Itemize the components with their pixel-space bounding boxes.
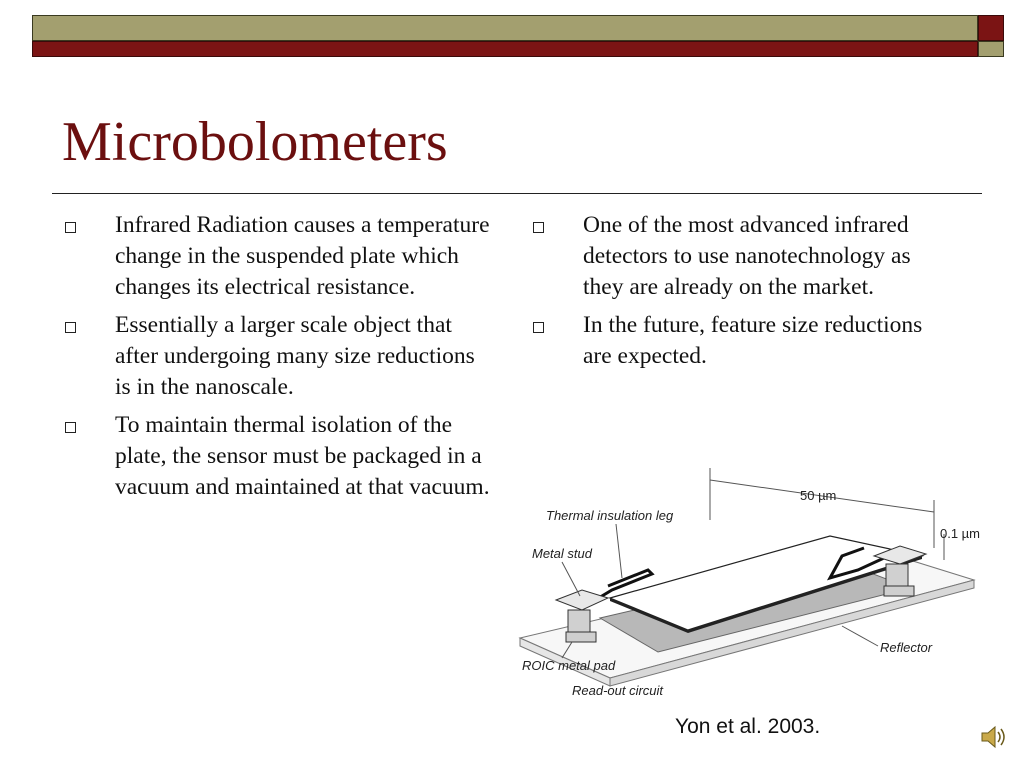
top-decor-bar <box>32 15 978 57</box>
leg-label: Thermal insulation leg <box>546 508 674 523</box>
left-metal-stud <box>568 610 590 632</box>
bullet-item <box>62 410 492 503</box>
bullet-item <box>530 310 950 372</box>
corner-decor <box>978 15 1004 57</box>
bullet-item <box>62 310 492 403</box>
bullet-item <box>62 210 492 303</box>
leg-leader <box>616 524 622 578</box>
left-column <box>62 210 492 510</box>
left-bullet-list <box>62 210 492 503</box>
bullet-text: Infrared Radiation causes a temperature change in the suspended plate which changes its electrical resistance. <box>115 212 490 300</box>
stud-leader <box>562 562 580 596</box>
width-label: 50 µm <box>800 488 837 503</box>
reflector-leader <box>842 626 878 646</box>
square-bullet-icon <box>533 222 544 233</box>
bullet-text: Essentially a larger scale object that after undergoing many size reductions is in the nanoscale. <box>115 312 475 400</box>
right-roic-pad <box>884 586 914 596</box>
microbolometer-diagram <box>512 460 1002 705</box>
corner-maroon-square <box>978 15 1004 41</box>
citation: Yon et al. 2003. <box>675 715 821 738</box>
square-bullet-icon <box>65 222 76 233</box>
bullet-text: In the future, feature size reductions are expected. <box>583 312 923 369</box>
corner-olive-square <box>978 41 1004 57</box>
reflector-label: Reflector <box>880 640 933 655</box>
right-column <box>530 210 950 379</box>
circuit-label: Read-out circuit <box>572 683 664 698</box>
bullet-text: To maintain thermal isolation of the plate, the sensor must be packaged in a vacuum and maintained at that vacuum. <box>115 412 490 500</box>
title-underline <box>52 193 982 194</box>
square-bullet-icon <box>65 322 76 333</box>
right-bullet-list <box>530 210 950 372</box>
pad-label: ROIC metal pad <box>522 658 616 673</box>
slide-title: Microbolometers <box>62 111 448 173</box>
olive-band <box>32 15 978 41</box>
left-roic-pad <box>566 632 596 642</box>
maroon-band <box>32 41 978 57</box>
stud-label: Metal stud <box>532 546 592 561</box>
bullet-text: One of the most advanced infrared detectors to use nanotechnology as they are already on the market. <box>583 212 911 300</box>
height-label: 0.1 µm <box>940 526 981 541</box>
square-bullet-icon <box>533 322 544 333</box>
right-metal-stud <box>886 564 908 586</box>
bullet-item <box>530 210 950 303</box>
left-stud-cap <box>556 590 608 610</box>
speaker-icon[interactable] <box>978 722 1008 752</box>
square-bullet-icon <box>65 422 76 433</box>
